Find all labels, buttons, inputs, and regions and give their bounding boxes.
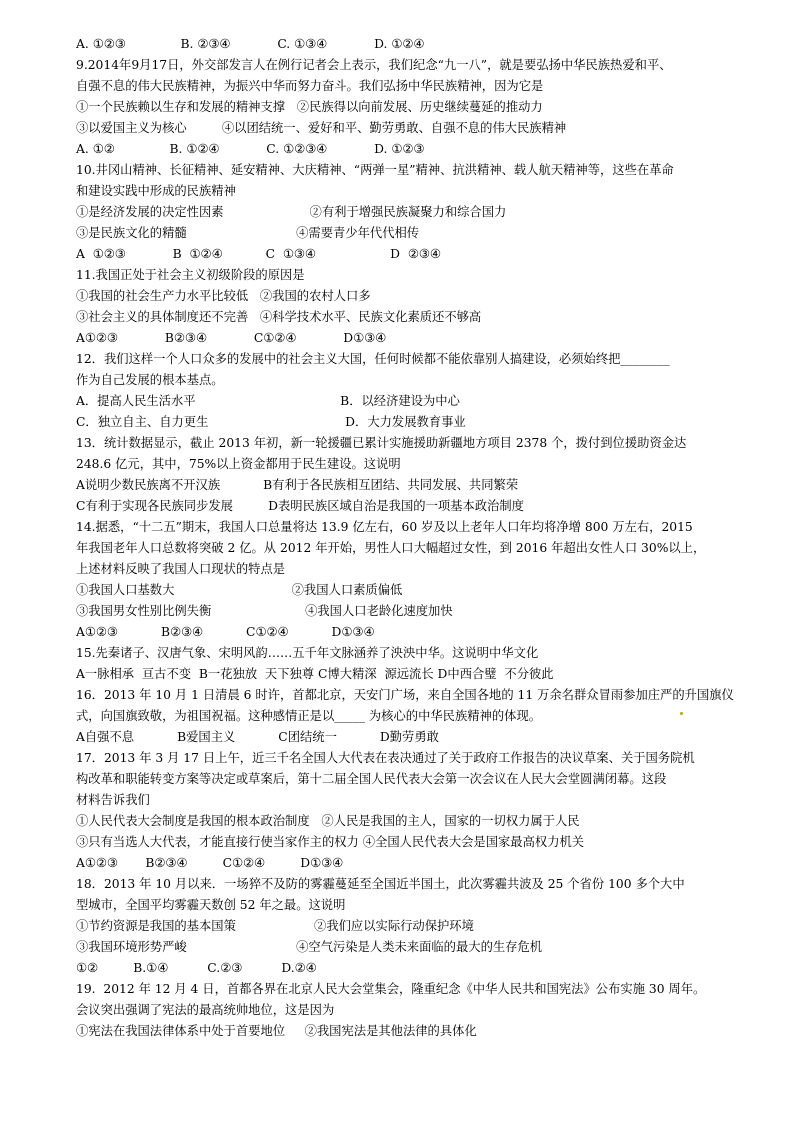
text-line: ①一个民族赖以生存和发展的精神支撑 ②民族得以向前发展、历史继续蔓延的推动力 [76, 100, 543, 114]
text-line: 11.我国正处于社会主义初级阶段的原因是 [76, 268, 305, 282]
text-line: 16．2013 年 10 月 1 日清晨 6 时许，首都北京，天安门广场，来自全国各地的 11 万余名群众冒雨参加庄严的升国旗仪 [76, 688, 734, 702]
text-line: A．提高人民生活水平 B．以经济建设为中心 [76, 394, 460, 408]
text-line: A ①②③ B ①②④ C ①③④ D ②③④ [76, 247, 441, 261]
text-line: 14.据悉，“十二五”期末，我国人口总量将达 13.9 亿左右，60 岁及以上老年人口年均将净增 800 万左右，2015 [76, 520, 693, 534]
text-line: A①②③ B②③④ C①②④ D①③④ [76, 331, 387, 345]
text-line: 和建设实践中形成的民族精神 [76, 184, 236, 198]
text-line: A①②③ B②③④ C①②④ D①③④ [76, 856, 344, 870]
text-line: ①是经济发展的决定性因素 ②有利于增强民族凝聚力和综合国力 [76, 205, 507, 219]
text-line: ①② B.①④ C.②③ D.②④ [76, 961, 317, 975]
text-line: ③我国环境形势严峻 ④空气污染是人类未来面临的最大的生存危机 [76, 940, 543, 954]
text-line: 15.先秦诸子、汉唐气象、宋明风韵……五千年文脉涵养了泱泱中华。这说明中华文化 [76, 646, 539, 660]
text-line: ①我国人口基数大 ②我国人口素质偏低 [76, 583, 403, 597]
text-line: ①我国的社会生产力水平比较低 ②我国的农村人口多 [76, 289, 371, 303]
document-page [76, 34, 756, 1042]
text-line: A自强不息 B爱国主义 C团结统一 D勤劳勇敢 [76, 730, 439, 744]
text-line: 作为自己发展的根本基点。 [76, 373, 224, 387]
text-line: 会议突出强调了宪法的最高统帅地位，这是因为 [76, 1003, 335, 1017]
text-line: 18．2013 年 10 月以来．一场猝不及防的雾霾蔓延至全国近半国土，此次雾霾共波及 25 个省份 100 多个大中 [76, 877, 685, 891]
text-line: A一脉相承 亘古不变 B一花独放 天下独尊 C博大精深 源远流长 D中西合璧 不分彼此 [76, 667, 554, 681]
text-line: 12．我们这样一个人口众多的发展中的社会主义大国，任何时候都不能依靠别人搞建设，必须始终把________ [76, 352, 670, 366]
text-line: 上述材料反映了我国人口现状的特点是 [76, 562, 286, 576]
text-line: ①节约资源是我国的基本国策 ②我们应以实际行动保护环境 [76, 919, 474, 933]
text-line: ①宪法在我国法律体系中处于首要地位 ②我国宪法是其他法律的具体化 [76, 1024, 477, 1038]
text-line: 自强不息的伟大民族精神，为振兴中华而努力奋斗。我们弘扬中华民族精神，因为它是 [76, 79, 544, 93]
text-line: 10.井冈山精神、长征精神、延安精神、大庆精神、“两弹一星”精神、抗洪精神、载人航天精神等，这些在革命 [76, 163, 674, 177]
text-line: C有利于实现各民族同步发展 D表明民族区域自治是我国的一项基本政治制度 [76, 499, 524, 513]
text-line: 材料告诉我们 [76, 793, 150, 807]
text-line: A. ①② B. ①②④ C. ①②③④ D. ①②③ [76, 142, 425, 156]
text-line: 248.6 亿元，其中，75%以上资金都用于民生建设。这说明 [76, 457, 401, 471]
text-line: 13．统计数据显示，截止 2013 年初，新一轮援疆已累计实施援助新疆地方项目 2378 个，拨付到位援助资金达 [76, 436, 687, 450]
text-line: ③是民族文化的精髓 ④需要青少年代代相传 [76, 226, 420, 240]
text-line: 19. 2012 年 12 月 4 日，首都各界在北京人民大会堂集会，隆重纪念《中华人民共和国宪法》公布实施 30 周年。 [76, 982, 706, 996]
text-line: A①②③ B②③④ C①②④ D①③④ [76, 625, 375, 639]
text-line: ③社会主义的具体制度还不完善 ④科学技术水平、民族文化素质还不够高 [76, 310, 482, 324]
text-line: ③只有当选人大代表，才能直接行使当家作主的权力 ④全国人民代表大会是国家最高权力机关 [76, 835, 585, 849]
stray-dot [680, 712, 683, 715]
text-line: A. ①②③ B. ②③④ C. ①③④ D. ①②④ [76, 37, 425, 51]
text-line: 年我国老年人口总数将突破 2 亿。从 2012 年开始，男性人口大幅超过女性，到 2016 年超出女性人口 30%以上， [76, 541, 706, 555]
text-line: ③我国男女性别比例失衡 ④我国人口老龄化速度加快 [76, 604, 453, 618]
text-line: 式，向国旗致敬，为祖国祝福。这种感情正是以_____ 为核心的中华民族精神的体现。 [76, 709, 542, 723]
text-line: 构改革和职能转变方案等决定或草案后，第十二届全国人民代表大会第一次会议在人民大会堂圆满闭幕。这段 [76, 772, 667, 786]
text-line: 9.2014年9月17日，外交部发言人在例行记者会上表示，我们纪念“九一八”，就是要弘扬中华民族热爱和平、 [76, 58, 672, 72]
text-line: ①人民代表大会制度是我国的根本政治制度 ②人民是我国的主人，国家的一切权力属于人民 [76, 814, 580, 828]
text-line: 型城市，全国平均雾霾天数创 52 年之最。这说明 [76, 898, 346, 912]
text-line: A说明少数民族离不开汉族 B有利于各民族相互团结、共同发展、共同繁荣 [76, 478, 519, 492]
text-line: C．独立自主、自力更生 D．大力发展教育事业 [76, 415, 466, 429]
text-line: 17．2013 年 3 月 17 日上午，近三千名全国人大代表在表决通过了关于政府工作报告的决议草案、关于国务院机 [76, 751, 695, 765]
text-line: ③以爱国主义为核心 ④以团结统一、爱好和平、勤劳勇敢、自强不息的伟大民族精神 [76, 121, 567, 135]
